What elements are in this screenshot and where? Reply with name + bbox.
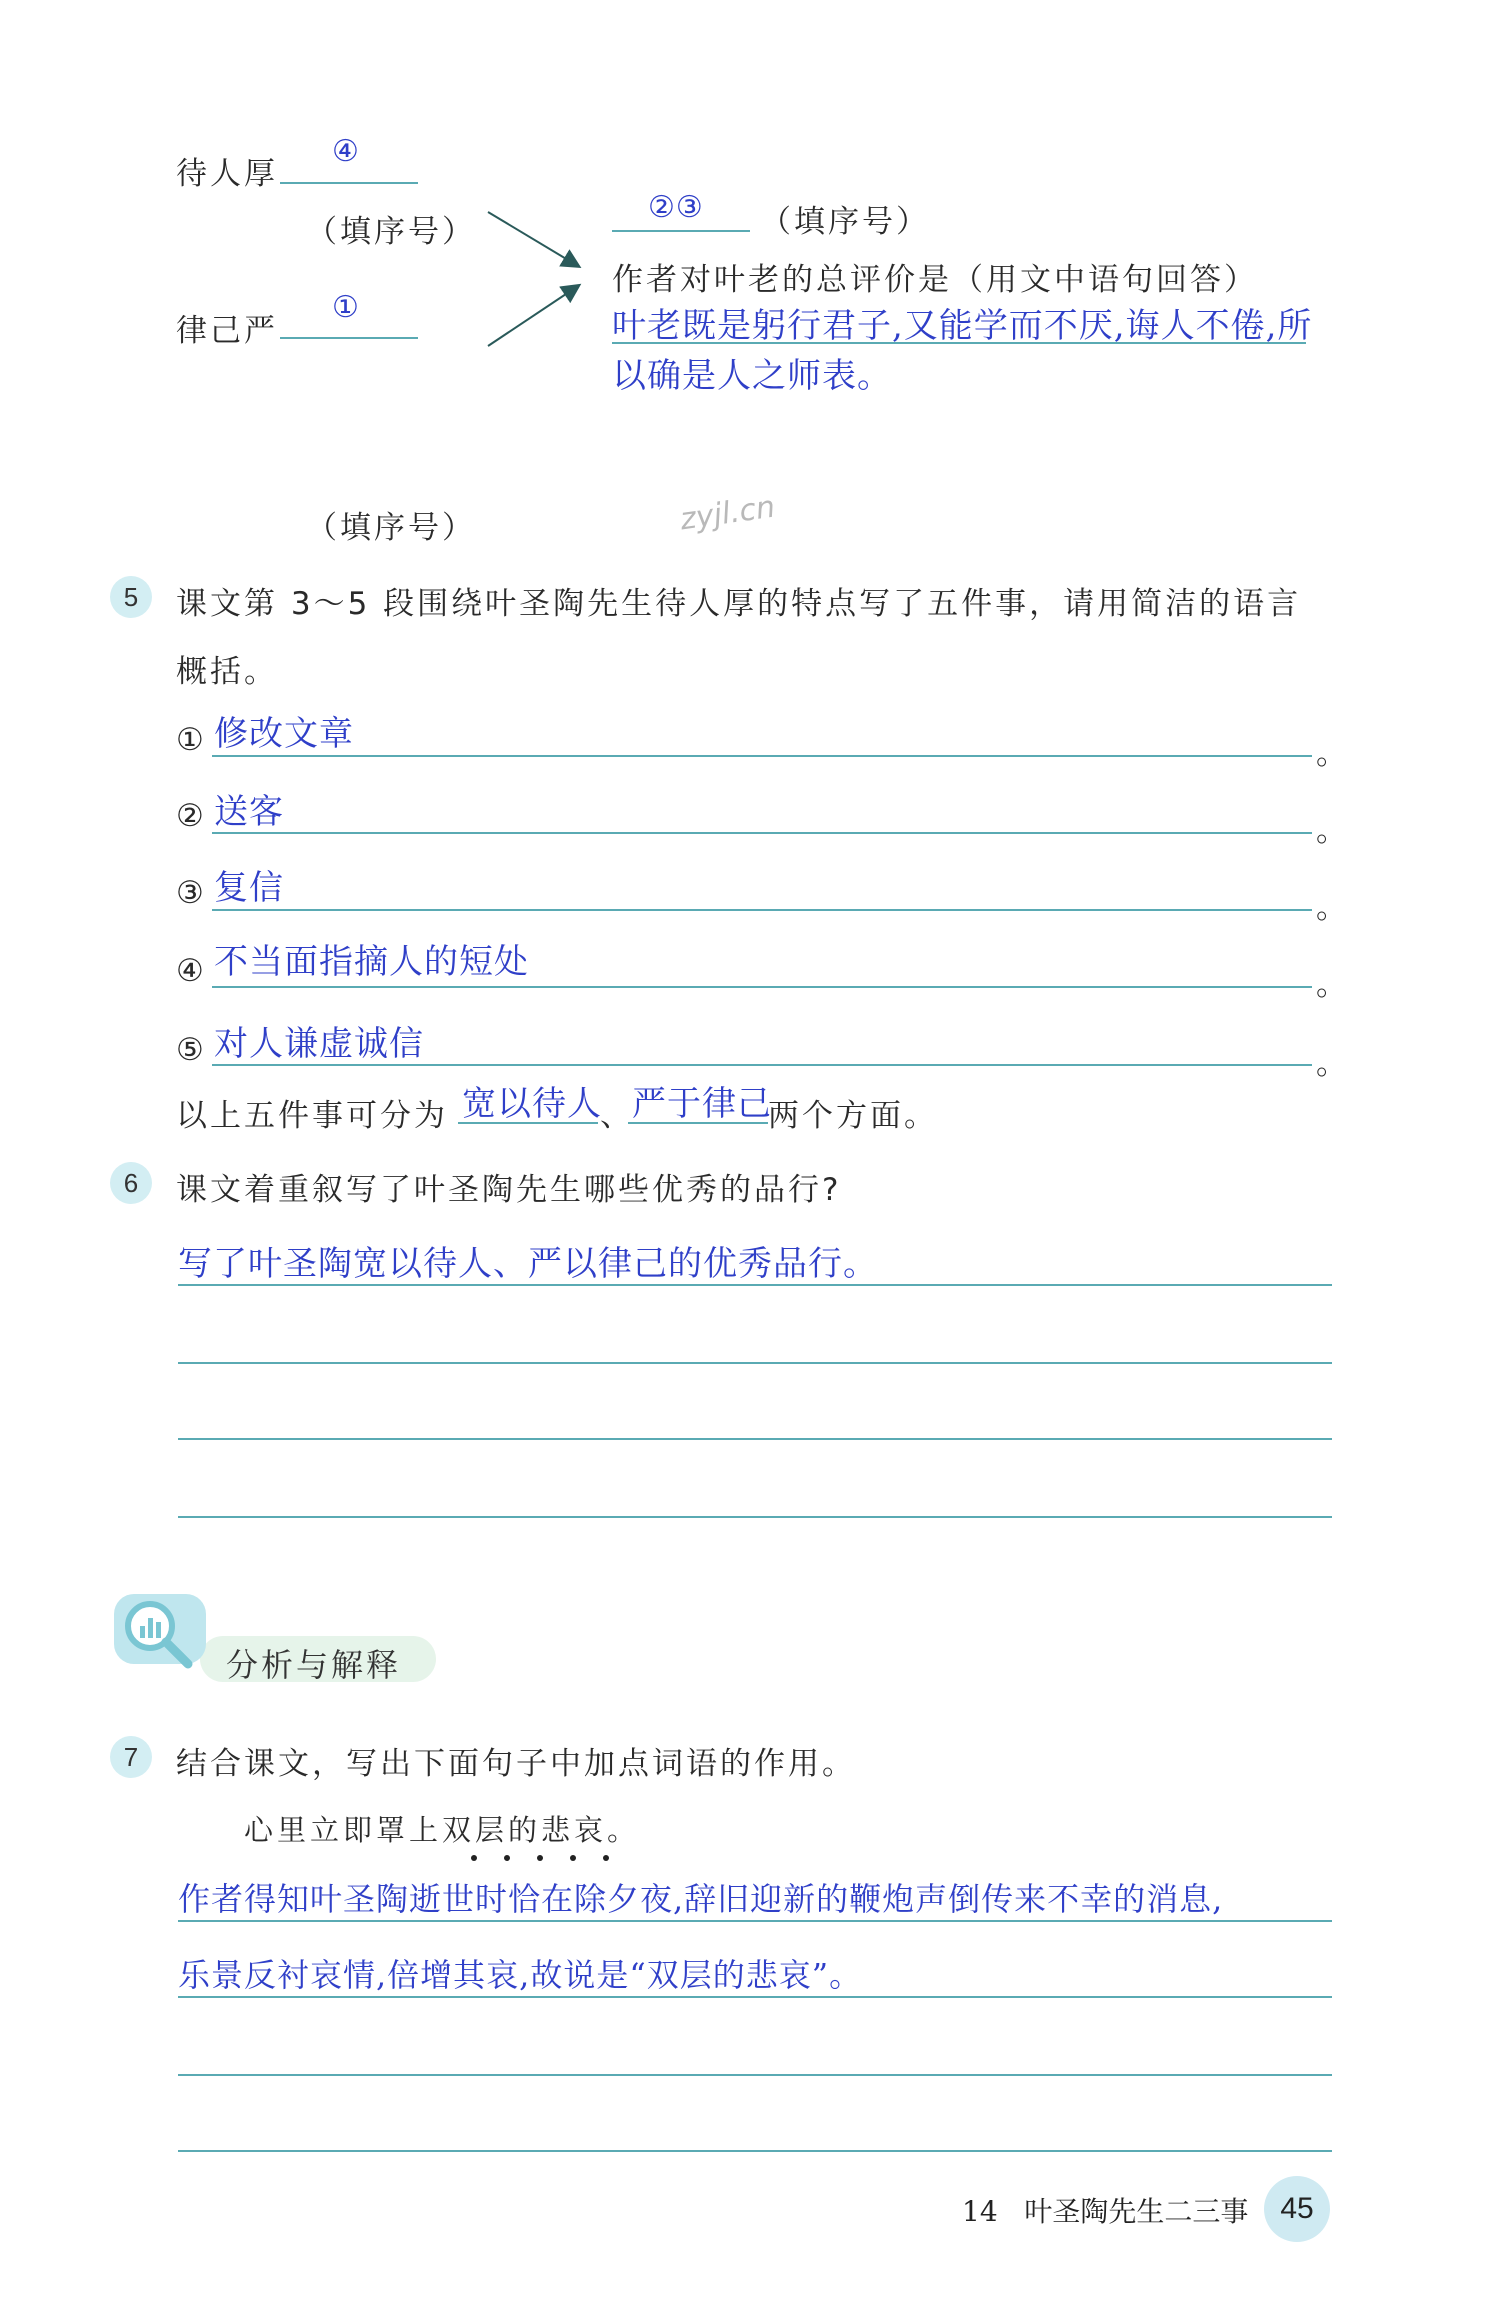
q6-answer: 写了叶圣陶宽以待人、严以律己的优秀品行。	[178, 1244, 878, 1284]
q6-text: 课文着重叙写了叶圣陶先生哪些优秀的品行?	[176, 1172, 842, 1208]
answer-rule	[628, 1122, 768, 1124]
item-answer: 不当面指摘人的短处	[214, 942, 529, 982]
emphasis-dot	[504, 1855, 510, 1861]
answer-rule	[212, 755, 1312, 757]
evaluation-answer-line1: 叶老既是躬行君子,又能学而不厌,诲人不倦,所	[612, 306, 1313, 346]
answer-rule	[178, 2150, 1332, 2152]
fill-note: （填序号）	[306, 214, 476, 250]
summary-suffix: 两个方面。	[768, 1098, 938, 1134]
evaluation-answer-line2: 以确是人之师表。	[612, 356, 892, 396]
emphasis-dot	[570, 1855, 576, 1861]
dai-ren-hou-answer: ④	[332, 134, 360, 169]
lv-ji-yan-answer: ①	[332, 290, 360, 325]
answer-rule	[178, 1362, 1332, 1364]
item-end: 。	[1316, 967, 1350, 1003]
question-number: 6	[110, 1162, 152, 1204]
item-answer: 对人谦虚诚信	[214, 1024, 424, 1064]
item-end: 。	[1316, 1046, 1350, 1082]
emphasis-dot	[603, 1855, 609, 1861]
item-end: 。	[1316, 890, 1350, 926]
fill-note-2: （填序号）	[306, 510, 476, 546]
answer-rule	[178, 2074, 1332, 2076]
item-mark: ①	[176, 722, 207, 758]
summary-answer-2: 严于律己	[632, 1084, 772, 1124]
summary-answer-1: 宽以待人	[462, 1084, 602, 1124]
item-mark: ②	[176, 798, 207, 834]
page-number: 45	[1264, 2176, 1330, 2242]
emphasis-dot	[471, 1855, 477, 1861]
item-end: 。	[1316, 736, 1350, 772]
item-mark: ⑤	[176, 1032, 207, 1068]
item-mark: ③	[176, 875, 207, 911]
q7-text: 结合课文，写出下面句子中加点词语的作用。	[176, 1746, 856, 1782]
lesson-title: 14 叶圣陶先生二三事	[962, 2195, 1249, 2228]
answer-rule	[212, 909, 1312, 911]
item-answer: 送客	[214, 792, 284, 832]
item-end: 。	[1316, 813, 1350, 849]
answer-rule	[612, 342, 1306, 344]
answer-rule	[178, 1438, 1332, 1440]
answer-rule	[280, 337, 418, 339]
q7-answer-line2: 乐景反衬哀情,倍增其哀,故说是“双层的悲哀”。	[178, 1956, 863, 1994]
q7-answer-line1: 作者得知叶圣陶逝世时恰在除夕夜,辞旧迎新的鞭炮声倒传来不幸的消息,	[178, 1880, 1224, 1918]
arrows	[480, 200, 590, 360]
answer-rule	[178, 1996, 1332, 1998]
answer-rule	[212, 832, 1312, 834]
evaluation-prompt: 作者对叶老的总评价是（用文中语句回答）	[612, 262, 1258, 298]
answer-rule	[212, 986, 1312, 988]
question-number: 5	[110, 576, 152, 618]
answer-rule	[458, 1122, 598, 1124]
item-answer: 复信	[214, 868, 284, 908]
emphasis-dot	[537, 1855, 543, 1861]
q5-text-line1: 课文第 3～5 段围绕叶圣陶先生待人厚的特点写了五件事，请用简洁的语言	[176, 586, 1302, 622]
lv-ji-yan-label: 律己严	[176, 313, 278, 349]
dai-ren-hou-label: 待人厚	[176, 156, 278, 192]
section-title: 分析与解释	[226, 1646, 402, 1684]
magnifier-chart-icon	[108, 1584, 218, 1694]
item-mark: ④	[176, 953, 207, 989]
answer-rule	[178, 1920, 1332, 1922]
answer-rule	[212, 1064, 1312, 1066]
item-answer: 修改文章	[214, 714, 354, 754]
right-answer: ②③	[648, 190, 704, 225]
arrow-up-right	[488, 286, 578, 346]
watermark: zyjl.cn	[678, 489, 778, 538]
q5-text-line2: 概括。	[176, 654, 278, 690]
fill-note-right: （填序号）	[760, 204, 930, 240]
arrow-down-right	[488, 212, 578, 266]
summary-prefix: 以上五件事可分为	[176, 1098, 448, 1134]
summary-separator: 、	[600, 1098, 634, 1134]
answer-rule	[612, 230, 750, 232]
question-number: 7	[110, 1736, 152, 1778]
answer-rule	[178, 1284, 1332, 1286]
emphasis-dots	[471, 1846, 636, 1865]
answer-rule	[280, 182, 418, 184]
q7-quote: 心里立即罩上双层的悲哀。	[244, 1813, 641, 1847]
answer-rule	[178, 1516, 1332, 1518]
